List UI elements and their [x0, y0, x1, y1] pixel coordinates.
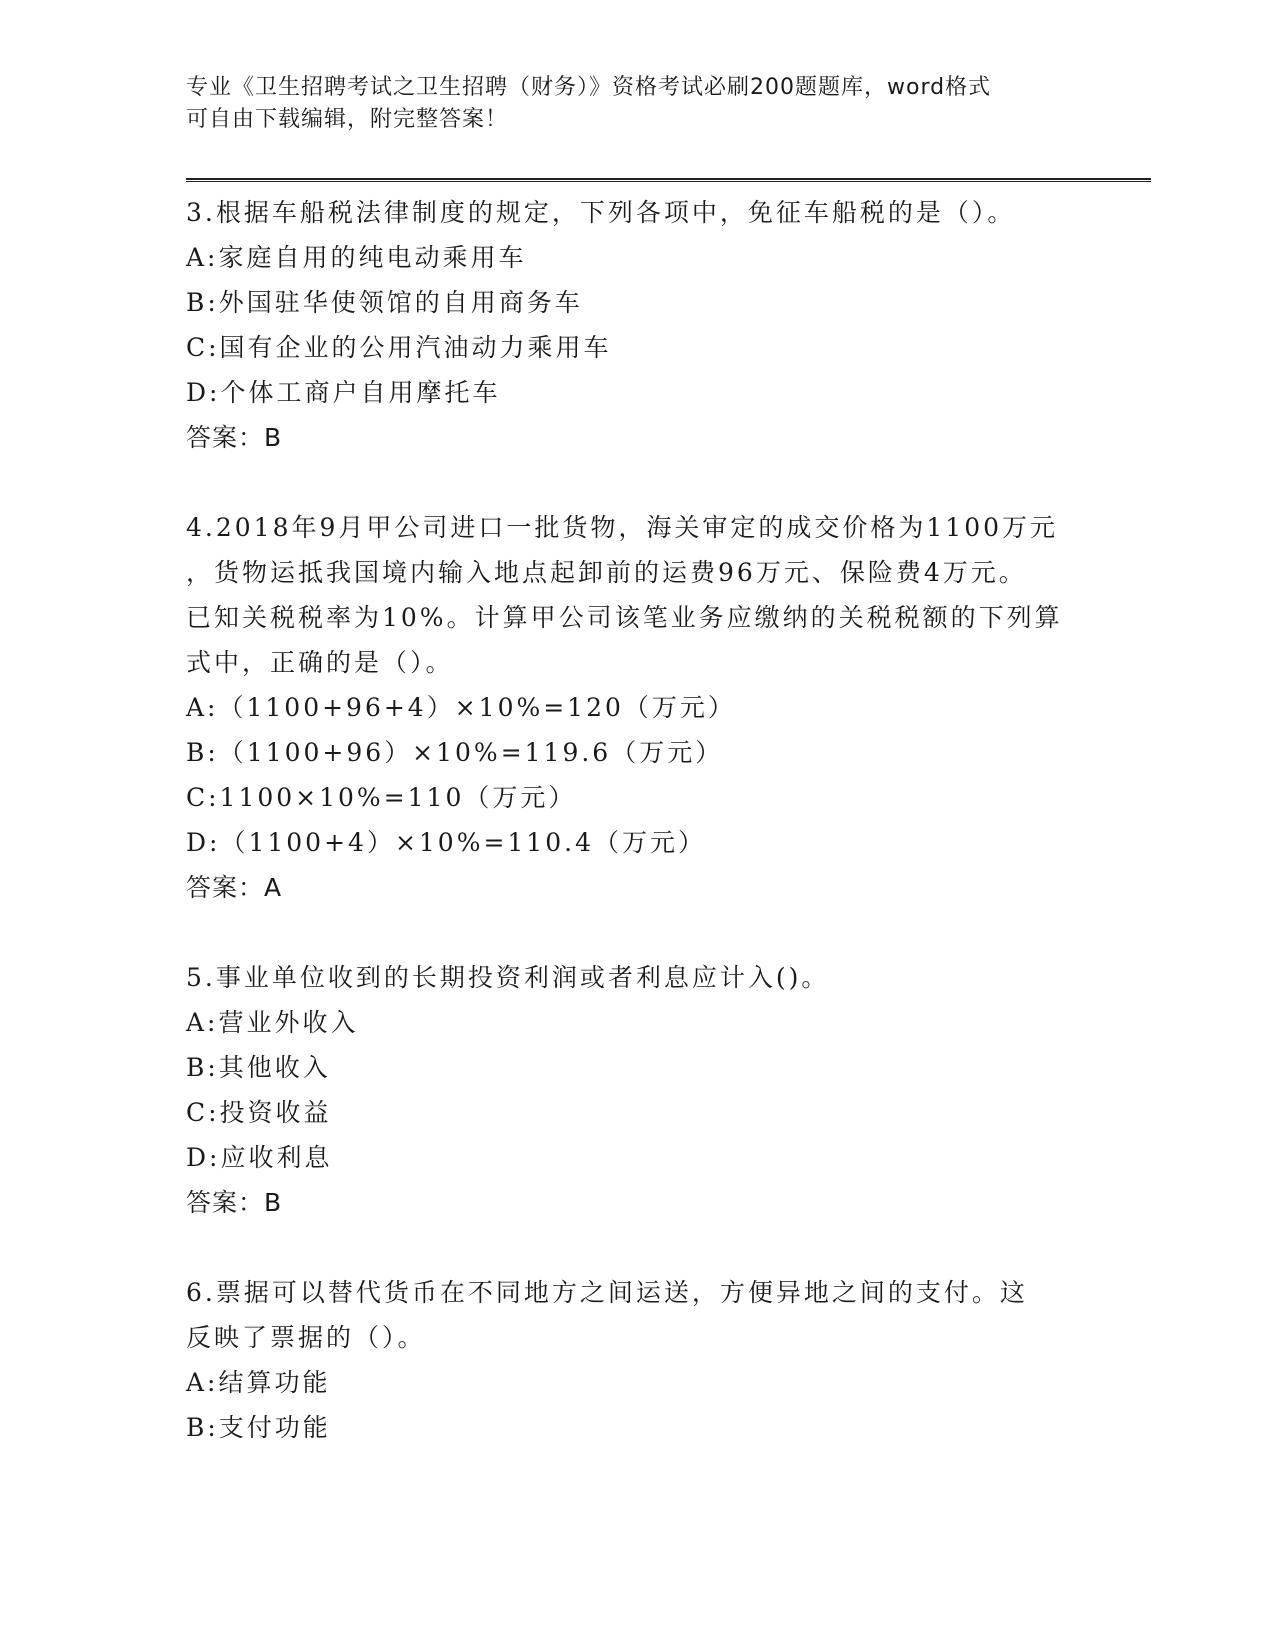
- option-c: C:国有企业的公用汽油动力乘用车: [186, 333, 612, 362]
- header-line-1: 专业《卫生招聘考试之卫生招聘（财务）》资格考试必刷200题题库，word格式: [186, 75, 992, 100]
- header-line-2: 可自由下载编辑，附完整答案！: [186, 107, 509, 132]
- question-text: 5.事业单位收到的长期投资利润或者利息应计入()。: [186, 963, 830, 992]
- option-d: D:应收利息: [186, 1143, 333, 1172]
- option-b: B:（1100+96）×10%=119.6（万元）: [186, 738, 724, 767]
- option-b: B:其他收入: [186, 1053, 331, 1082]
- option-d: D:个体工商户自用摩托车: [186, 378, 501, 407]
- answer: 答案：B: [186, 423, 283, 452]
- question-text-line-1: 4.2018年9月甲公司进口一批货物，海关审定的成交价格为1100万元: [186, 513, 1059, 542]
- question-3: [186, 190, 1086, 460]
- question-6: [186, 1270, 1086, 1450]
- option-d: D:（1100+4）×10%=110.4（万元）: [186, 828, 706, 857]
- question-text-line-1: 6.票据可以替代货币在不同地方之间运送，方便异地之间的支付。这: [186, 1278, 1028, 1307]
- option-c: C:投资收益: [186, 1098, 332, 1127]
- option-c: C:1100×10%=110（万元）: [186, 783, 577, 812]
- answer: 答案：A: [186, 873, 283, 902]
- question-text: 3.根据车船税法律制度的规定，下列各项中，免征车船税的是（）。: [186, 198, 1016, 227]
- option-a: A:家庭自用的纯电动乘用车: [186, 243, 527, 272]
- question-list: [186, 190, 1086, 1495]
- question-text-line-2: 反映了票据的（）。: [186, 1323, 426, 1352]
- header-divider: [186, 178, 1151, 182]
- question-4: [186, 505, 1086, 910]
- question-text-line-4: 式中，正确的是（）。: [186, 648, 454, 677]
- question-text-line-2: ，货物运抵我国境内输入地点起卸前的运费96万元、保险费4万元。: [186, 558, 1027, 587]
- option-b: B:支付功能: [186, 1413, 331, 1442]
- question-text-line-3: 已知关税税率为10%。计算甲公司该笔业务应缴纳的关税税额的下列算: [186, 603, 1063, 632]
- option-b: B:外国驻华使领馆的自用商务车: [186, 288, 583, 317]
- answer: 答案：B: [186, 1188, 283, 1217]
- question-5: [186, 955, 1086, 1225]
- option-a: A:营业外收入: [186, 1008, 359, 1037]
- option-a: A:结算功能: [186, 1368, 331, 1397]
- option-a: A:（1100+96+4）×10%=120（万元）: [186, 693, 736, 722]
- document-header: [186, 72, 1066, 136]
